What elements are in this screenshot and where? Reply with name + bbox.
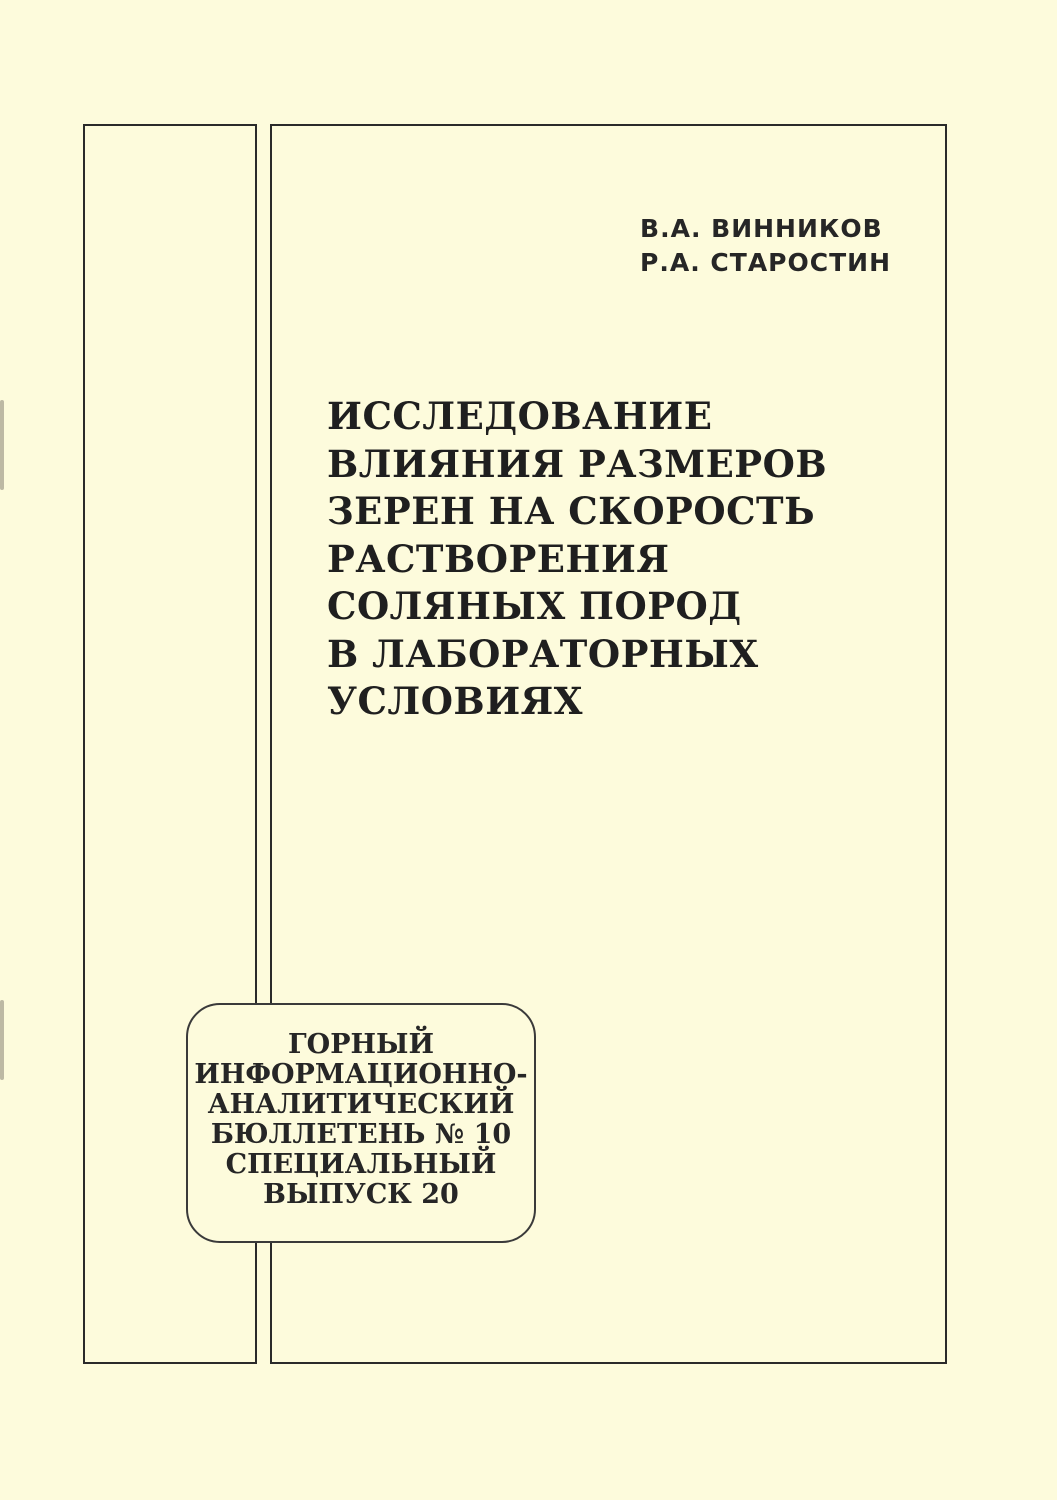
series-line: ГОРНЫЙ (288, 1029, 434, 1060)
series-line: БЮЛЛЕТЕНЬ № 10 (210, 1119, 512, 1150)
series-line: ИНФОРМАЦИОННО- (194, 1059, 528, 1090)
binding-staple-top (0, 400, 4, 490)
title-line: УСЛОВИЯХ (327, 679, 583, 723)
author-name: В.А. ВИННИКОВ (640, 214, 883, 243)
book-title (327, 393, 907, 726)
series-label (186, 1030, 536, 1210)
title-line: ЗЕРЕН НА СКОРОСТЬ (327, 489, 816, 533)
title-line: СОЛЯНЫХ ПОРОД (327, 584, 742, 628)
authors-block (640, 212, 891, 280)
series-line: СПЕЦИАЛЬНЫЙ (225, 1149, 497, 1180)
title-line: В ЛАБОРАТОРНЫХ (327, 631, 759, 676)
title-line: ВЛИЯНИЯ РАЗМЕРОВ (327, 441, 828, 486)
title-line: РАСТВОРЕНИЯ (327, 536, 670, 581)
title-line: ИССЛЕДОВАНИЕ (327, 394, 713, 438)
series-line: АНАЛИТИЧЕСКИЙ (207, 1089, 515, 1120)
series-line: ВЫПУСК 20 (263, 1179, 459, 1210)
binding-staple-bottom (0, 1000, 4, 1080)
author-name: Р.А. СТАРОСТИН (640, 248, 891, 277)
